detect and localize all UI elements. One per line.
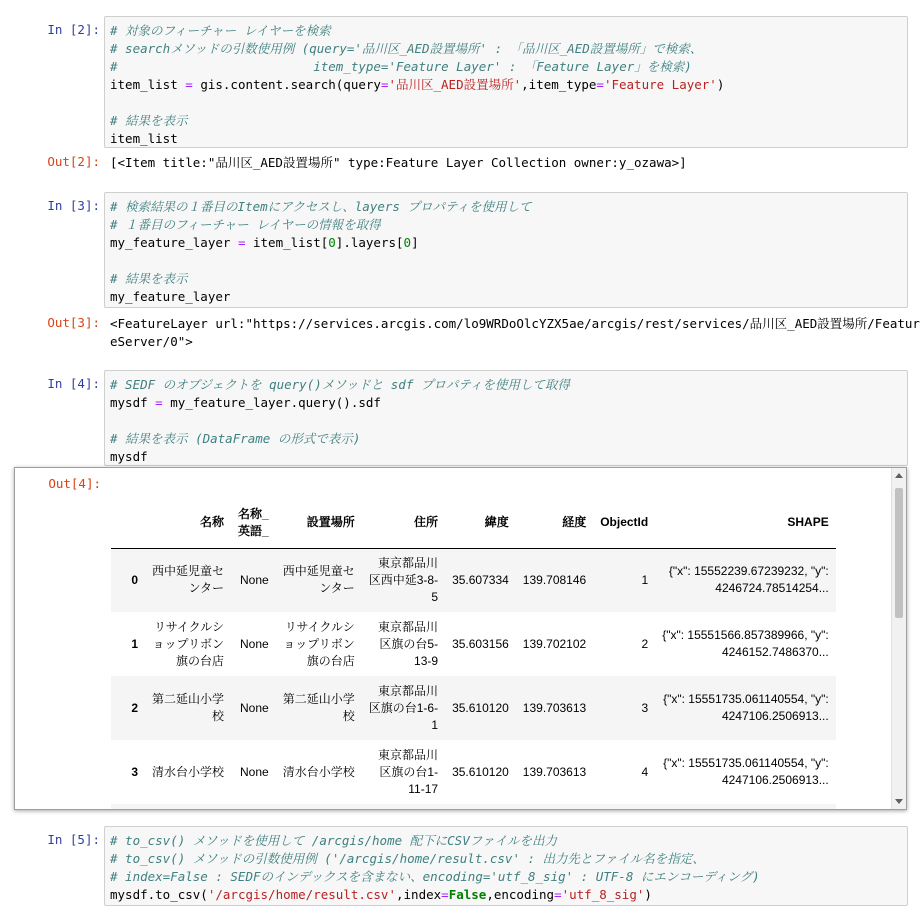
code-cell-5[interactable] — [104, 826, 908, 906]
scroll-up-arrow-icon[interactable] — [895, 473, 903, 478]
cell-index: 1 — [111, 612, 145, 676]
cell-name: リサイクルシ ョップリボン 旗の台店 — [145, 612, 231, 676]
header-address: 住所 — [362, 496, 445, 548]
code-token: 0 — [328, 235, 336, 250]
code-line — [110, 850, 902, 868]
cell-index: 3 — [111, 740, 145, 804]
code-line — [110, 288, 902, 306]
code-token: False — [448, 887, 487, 902]
cell-shape: {"x": 15552239.67239232, "y": 4246724.78514254... — [655, 548, 836, 612]
code-line — [110, 234, 902, 252]
code-token: mysdf — [110, 395, 156, 410]
code-token: = — [380, 77, 389, 92]
cell-longitude: 139.703613 — [516, 676, 593, 740]
code-token: 'utf_8_sig' — [561, 887, 645, 902]
table-row — [111, 548, 836, 612]
scroll-down-arrow-icon[interactable] — [895, 799, 903, 804]
cell-longitude: 139.708146 — [516, 548, 593, 612]
cell-index — [111, 804, 145, 810]
cell-3-in-prompt: In [3]: — [47, 198, 100, 213]
cell-location: 清水台小学校 — [276, 740, 362, 804]
dataframe-output-area[interactable] — [14, 467, 907, 810]
header-objectid: ObjectId — [593, 496, 655, 548]
cell-longitude — [516, 804, 593, 810]
cell-objectid: 3 — [593, 676, 655, 740]
code-token: # 検索結果の１番目のItemにアクセスし、layers プロパティを使用して — [110, 199, 532, 214]
header-latitude: 緯度 — [445, 496, 516, 548]
cell-objectid: 2 — [593, 612, 655, 676]
cell-3-output: <FeatureLayer url:"https://services.arcgis.com/lo9WRDoOlcYZX5ae/arcgis/rest/services/品川区_AED設置場所/Featur eServer/0"> — [110, 316, 920, 349]
cell-shape: {"x": 15551735.061140554, "y": 4247106.2506913... — [655, 676, 836, 740]
code-token: 0 — [403, 235, 412, 250]
cell-shape: {"x": 15551735.061140554, "y": 4247106.2506913... — [655, 740, 836, 804]
header-name-english: 名称_ 英語_ — [231, 496, 276, 548]
header-name: 名称 — [145, 496, 231, 548]
cell-4-out-prompt: Out[4]: — [48, 476, 101, 491]
cell-latitude: 35.607334 — [445, 548, 516, 612]
code-token: ,item_type — [521, 77, 597, 92]
cell-objectid: 4 — [593, 740, 655, 804]
cell-2-output: [<Item title:"品川区_AED設置場所" type:Feature Layer Collection owner:y_ozawa>] — [110, 155, 687, 170]
cell-index: 0 — [111, 548, 145, 612]
header-longitude: 経度 — [516, 496, 593, 548]
code-token: 'Feature Layer' — [603, 77, 717, 92]
code-line — [110, 886, 902, 904]
cell-name: 清水台小学校 — [145, 740, 231, 804]
cell-name: 西中延児童セ ンター — [145, 548, 231, 612]
cell-index: 2 — [111, 676, 145, 740]
code-token: # searchメソッドの引数使用例 (query='品川区_AED設置場所' : 「品川区_AED設置場所」で検索、 — [110, 41, 703, 56]
code-token: = — [441, 887, 449, 902]
cell-4-in-prompt: In [4]: — [47, 376, 100, 391]
code-line — [110, 112, 902, 130]
dataframe-table — [111, 496, 836, 810]
cell-location: 西中延児童セ ンター — [276, 548, 362, 612]
cell-latitude: 35.610120 — [445, 676, 516, 740]
cell-address: 東京都品川 区旗の台1- 11-17 — [362, 740, 445, 804]
cell-name — [145, 804, 231, 810]
cell-name-english: None — [231, 740, 276, 804]
code-token: # to_csv() メソッドを使用して /arcgis/home 配下にCSVファイルを出力 — [110, 833, 557, 848]
code-token: = — [185, 77, 193, 92]
code-token: gis.content.search(query — [192, 77, 381, 92]
code-token: # 結果を表示 — [110, 271, 188, 286]
code-line — [110, 394, 902, 412]
cell-objectid — [593, 804, 655, 810]
cell-latitude — [445, 804, 516, 810]
table-row — [111, 740, 836, 804]
header-location: 設置場所 — [276, 496, 362, 548]
cell-longitude: 139.703613 — [516, 740, 593, 804]
code-token: ,index — [396, 887, 442, 902]
code-token: ) — [644, 887, 652, 902]
code-token: '品川区_AED設置場所' — [388, 77, 522, 92]
header-index — [111, 496, 145, 548]
table-row — [111, 676, 836, 740]
code-token: # 結果を表示 — [110, 113, 188, 128]
code-cell-2[interactable] — [104, 16, 908, 148]
cell-location — [276, 804, 362, 810]
code-line — [110, 22, 902, 40]
code-line — [110, 76, 902, 94]
code-token: item_list[ — [245, 235, 329, 250]
code-line — [110, 868, 902, 886]
cell-longitude: 139.702102 — [516, 612, 593, 676]
cell-name-english: None — [231, 548, 276, 612]
cell-location: 第二延山小学 校 — [276, 676, 362, 740]
code-line — [110, 412, 902, 430]
cell-5-in-prompt: In [5]: — [47, 832, 100, 847]
code-line — [110, 198, 902, 216]
code-token: = — [237, 235, 246, 250]
scroll-thumb[interactable] — [895, 488, 903, 618]
code-token: ,encoding — [486, 887, 555, 902]
cell-2-in-prompt: In [2]: — [47, 22, 100, 37]
code-token: ] — [411, 235, 419, 250]
table-header-row — [111, 496, 836, 548]
cell-2-out-prompt: Out[2]: — [47, 154, 100, 169]
code-token: = — [596, 77, 604, 92]
code-token: my_feature_layer — [110, 289, 231, 304]
code-token: = — [554, 887, 562, 902]
code-cell-3[interactable] — [104, 192, 908, 308]
code-token: = — [155, 395, 163, 410]
code-line — [110, 270, 902, 288]
cell-address: 東京都品川 区旗の台1-6- 1 — [362, 676, 445, 740]
cell-3-out-prompt: Out[3]: — [47, 315, 100, 330]
code-token: # SEDF のオブジェクトを query()メソッドと sdf プロパティを使用して取得 — [110, 377, 570, 392]
code-line — [110, 40, 902, 58]
code-token: # １番目のフィーチャー レイヤーの情報を取得 — [110, 217, 381, 232]
table-row — [111, 804, 836, 810]
code-token: # to_csv() メソッドの引数使用例 ('/arcgis/home/result.csv' : 出力先とファイル名を指定、 — [110, 851, 705, 866]
cell-address: 東京都品川 区西中延3-8- 5 — [362, 548, 445, 612]
code-line — [110, 94, 902, 112]
table-row — [111, 612, 836, 676]
cell-latitude: 35.603156 — [445, 612, 516, 676]
code-token: mysdf — [110, 449, 148, 464]
cell-name-english: None — [231, 612, 276, 676]
cell-name-english: None — [231, 676, 276, 740]
vertical-scrollbar[interactable] — [891, 468, 906, 809]
cell-objectid: 1 — [593, 548, 655, 612]
code-token: # index=False : SEDFのインデックスを含まない、encoding='utf_8_sig' : UTF-8 にエンコーディング) — [110, 869, 760, 884]
code-token: item_list — [110, 131, 178, 146]
cell-name-english — [231, 804, 276, 810]
code-token: ].layers[ — [335, 235, 404, 250]
code-token: # 結果を表示 (DataFrame の形式で表示) — [110, 431, 361, 446]
code-line — [110, 430, 902, 448]
code-line — [110, 216, 902, 234]
code-line — [110, 376, 902, 394]
cell-location: リサイクルシ ョップリボン 旗の台店 — [276, 612, 362, 676]
cell-address — [362, 804, 445, 810]
header-shape: SHAPE — [655, 496, 836, 548]
code-token: ) — [716, 77, 725, 92]
code-line — [110, 252, 902, 270]
code-token: my_feature_layer.query().sdf — [162, 395, 381, 410]
cell-shape: {"x": 15551566.857389966, "y": 4246152.7486370... — [655, 612, 836, 676]
code-token: my_feature_layer — [110, 235, 238, 250]
code-token: item_list — [110, 77, 186, 92]
cell-address: 東京都品川 区旗の台5- 13-9 — [362, 612, 445, 676]
code-token: '/arcgis/home/result.csv' — [207, 887, 396, 902]
code-token: mysdf.to_csv( — [110, 887, 208, 902]
code-line — [110, 448, 902, 466]
cell-latitude: 35.610120 — [445, 740, 516, 804]
code-line — [110, 58, 902, 76]
code-line — [110, 832, 902, 850]
code-cell-4[interactable] — [104, 370, 908, 466]
cell-shape — [655, 804, 836, 810]
code-line — [110, 130, 902, 148]
cell-name: 第二延山小学 校 — [145, 676, 231, 740]
code-token: # item_type='Feature Layer' : 「Feature Layer」を検索) — [110, 59, 692, 74]
code-token: # 対象のフィーチャー レイヤーを検索 — [110, 23, 331, 38]
